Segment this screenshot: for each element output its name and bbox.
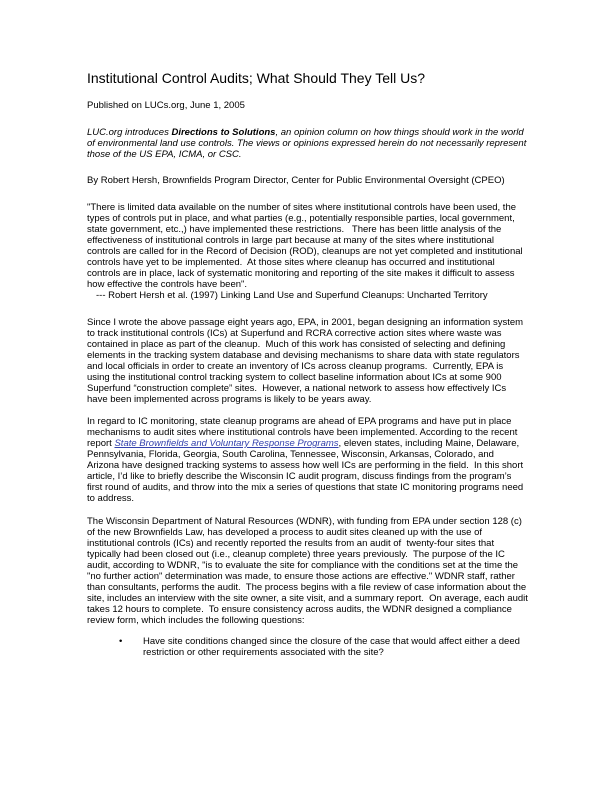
- editor-note-rest: , an opinion column on how things should work in the world of environmental land use controls. The views or opinions expressed herein do not necessarily represent those of the US EPA, ICMA, or CSC.: [87, 127, 529, 160]
- paragraph-state-monitoring: [87, 416, 528, 504]
- editor-note: [87, 127, 528, 160]
- editor-note-lead: LUC.org introduces: [87, 127, 172, 138]
- bullet-text: Have site conditions changed since the closure of the case that would affect either a deed restriction or other requirements associated with the site?: [143, 636, 523, 658]
- monitoring-lead: In regard to IC monitoring, state cleanup programs are ahead of EPA programs and have put in place mechanisms to audit sites where institutional controls have been implemented. According to the recent report: [87, 416, 521, 449]
- paragraph-tracking-system: Since I wrote the above passage eight years ago, EPA, in 2001, began designing an information system to track institutional controls (ICs) at Superfund and RCRA corrective action sites where waste was contained in place as part of the cleanup. Much of this work has consisted of selecting and defining elements in the tracking system database and devising mechanisms to share data with state regulators and local officials in order to create an inventory of ICs across cleanup programs. Currently, EPA is using the institutional control tracking system to collect baseline information about ICs at some 900 Superfund “construction complete” sites. However, a national network to assess how effectively ICs have been implemented across programs is likely to be years away.: [87, 317, 526, 405]
- quote-text: "There is limited data available on the number of sites where institutional controls have been used, the types of controls put in place, and what parties (e.g., potentially responsible parties, local government, state government, etc.,) have implemented these restrictions. There has been little analysis of the effectiveness of institutional controls in large part because at many of the sites where institutional controls are called for in the Record of Decision (ROD), cleanups are not yet completed and institutional controls have yet to be implemented. At those sites where cleanup has occurred and institutional controls are in place, lack of systematic monitoring and reporting of the site makes it difficult to assess how effective the controls have been".: [87, 202, 526, 290]
- quote-block: [87, 202, 528, 301]
- column-name: Directions to Solutions: [171, 127, 276, 138]
- document-page: [87, 70, 531, 658]
- bullet-icon: •: [119, 636, 123, 647]
- paragraph-wisconsin-audit: The Wisconsin Department of Natural Resources (WDNR), with funding from EPA under section 128 (c) of the new Brownfields Law, has developed a process to audit sites cleaned up with the use of institutional controls (ICs) and recently reported the results from an audit of twenty-four sites that typically had been closed out (i.e., cleanup complete) three years previously. The purpose of the IC audit, according to WDNR, "is to evaluate the site for compliance with the conditions set at the time the "no further action" determination was made, to ensure those actions are effective." WDNR staff, rather than consultants, performs the audit. The process begins with a file review of case information about the site, includes an interview with the site owner, a site visit, and a summary report. On average, each audit takes 12 hours to complete. To ensure consistency across audits, the WDNR designed a compliance review form, which includes the following questions:: [87, 516, 531, 626]
- article-title: Institutional Control Audits; What Should They Tell Us?: [87, 70, 425, 86]
- report-link[interactable]: State Brownfields and Voluntary Response Programs: [114, 438, 339, 449]
- byline: By Robert Hersh, Brownfields Program Director, Center for Public Environmental Oversight (CPEO): [87, 175, 505, 186]
- monitoring-rest: , eleven states, including Maine, Delaware, Pennsylvania, Florida, Georgia, South Carolina, Tennessee, Wisconsin, Arkansas, Colorado, and Arizona have designed tracking systems to assess how well ICs are performing in the field. In this short article, I’d like to briefly describe the Wisconsin IC audit program, discuss findings from the program’s first round of audits, and throw into the mix a series of questions that state IC monitoring programs need to address.: [87, 438, 526, 504]
- published-line: Published on LUCs.org, June 1, 2005: [87, 100, 245, 111]
- bullet-item: [87, 636, 528, 658]
- quote-attribution: --- Robert Hersh et al. (1997) Linking Land Use and Superfund Cleanups: Uncharted Territory: [96, 290, 488, 301]
